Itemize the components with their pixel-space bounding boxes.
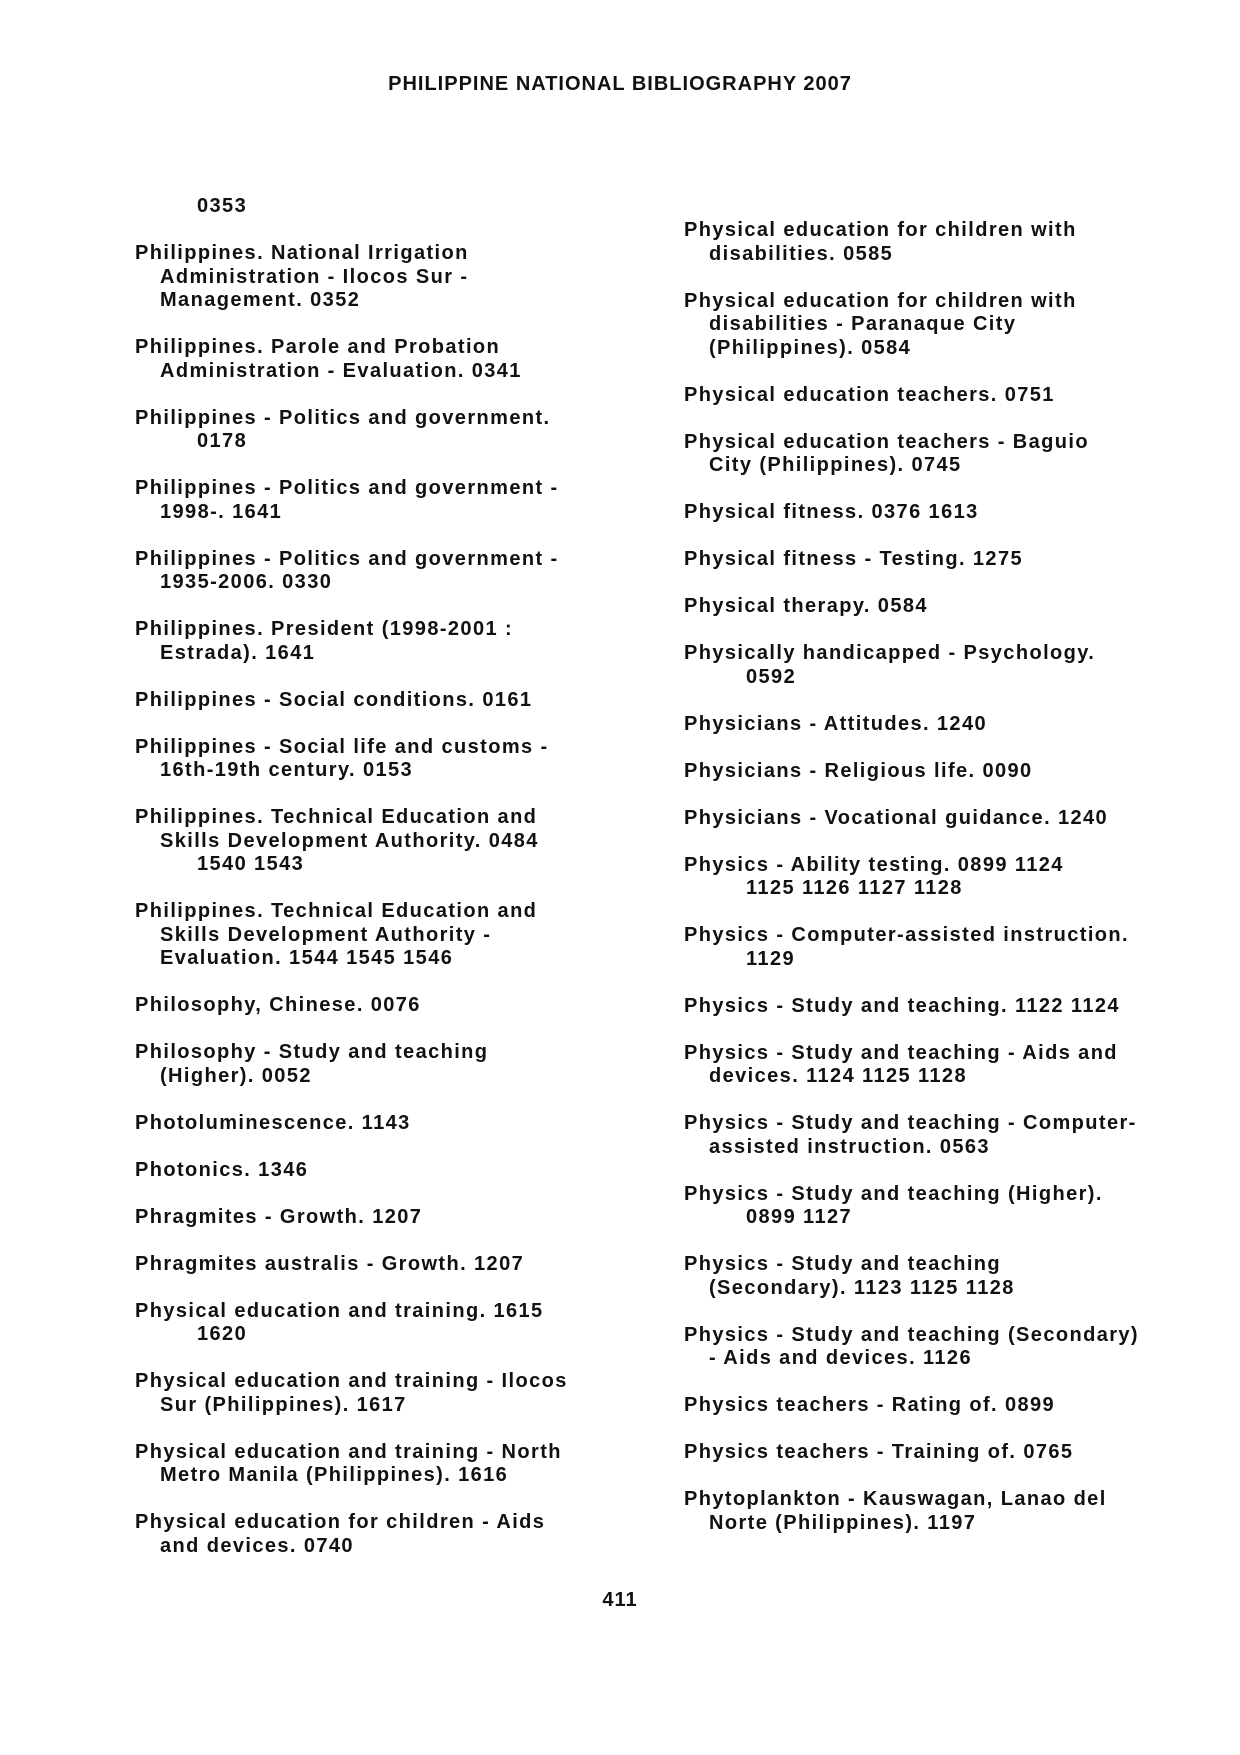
index-column-right [684, 219, 1204, 1559]
entry-heading-line: Physics teachers - Training of. 0765 [684, 1441, 1074, 1463]
entry-continuation-line: 1935-2006. 0330 [160, 571, 333, 593]
entry-continuation-line: Evaluation. 1544 1545 1546 [160, 947, 454, 969]
entry-continuation-line: 16th-19th century. 0153 [160, 759, 414, 781]
entry-heading-line: Physically handicapped - Psychology. [684, 642, 1096, 664]
entry-continuation-line: 1129 [746, 947, 795, 970]
entry-heading-line: Philosophy, Chinese. 0076 [135, 994, 421, 1016]
entry-continuation-line: 0178 [197, 430, 248, 452]
entry-continuation-line: Metro Manila (Philippines). 1616 [160, 1464, 509, 1486]
entry-heading-line: Physics - Study and teaching - Computer- [684, 1112, 1137, 1134]
entry-heading-line: Phragmites australis - Growth. 1207 [135, 1252, 525, 1275]
index-entry [684, 595, 1204, 619]
entry-continuation-line: (Philippines). 0584 [709, 336, 912, 359]
index-entry [684, 290, 1204, 361]
entry-heading-line: Philippines. National Irrigation [135, 242, 469, 264]
index-entry [684, 760, 1204, 784]
entry-heading-line: Physical education for children - Aids [135, 1511, 546, 1533]
entry-heading-line: Philippines - Social life and customs - [135, 735, 549, 758]
index-entry [135, 407, 635, 454]
index-entry [684, 1324, 1204, 1371]
index-entry [135, 1300, 635, 1347]
entry-continuation-line: Skills Development Authority. 0484 [160, 829, 539, 852]
index-entry [135, 1206, 635, 1230]
index-entry [135, 195, 635, 219]
entry-heading-line: Physical therapy. 0584 [684, 595, 928, 617]
index-entry [684, 713, 1204, 737]
entry-heading-line: Physics - Study and teaching. 1122 1124 [684, 994, 1120, 1017]
entry-heading-line: Philippines. Technical Education and [135, 900, 538, 922]
entry-heading-line: Philippines - Social conditions. 0161 [135, 688, 533, 711]
entry-heading-line: Physical education for children with [684, 219, 1077, 241]
entry-continuation-line: Norte (Philippines). 1197 [709, 1511, 977, 1534]
entry-heading-line: Philippines - Politics and government - [135, 547, 559, 570]
entry-heading-line: Philosophy - Study and teaching [135, 1041, 489, 1063]
entry-heading-line: Physical education teachers - Baguio [684, 430, 1089, 453]
index-entry [135, 1159, 635, 1183]
index-entry [135, 618, 635, 665]
index-entry [684, 1441, 1204, 1465]
index-entry [135, 1041, 635, 1088]
entry-continuation-line: Administration - Evaluation. 0341 [160, 359, 522, 382]
entry-continuation-line: and devices. 0740 [160, 1534, 354, 1557]
entry-heading-line: Physical fitness. 0376 1613 [684, 501, 979, 523]
entry-continuation-line: devices. 1124 1125 1128 [709, 1065, 967, 1087]
entry-continuation-line: disabilities. 0585 [709, 242, 894, 265]
entry-continuation-line: (Secondary). 1123 1125 1128 [709, 1276, 1015, 1299]
index-entry [684, 642, 1204, 689]
entry-heading-line: Phragmites - Growth. 1207 [135, 1205, 423, 1228]
index-column-left [135, 195, 635, 1582]
entry-heading-line: Physicians - Attitudes. 1240 [684, 712, 987, 735]
entry-continuation-line: Management. 0352 [160, 289, 361, 311]
index-entry [135, 1441, 635, 1488]
entry-heading-line: 0353 [197, 195, 248, 217]
index-entry [135, 1112, 635, 1136]
entry-heading-line: Physics - Study and teaching [684, 1253, 1002, 1275]
entry-continuation-line: - Aids and devices. 1126 [709, 1347, 972, 1369]
entry-heading-line: Physics - Ability testing. 0899 1124 [684, 853, 1064, 876]
index-entry [684, 924, 1204, 971]
index-entry [684, 1112, 1204, 1159]
entry-continuation-line: Estrada). 1641 [160, 641, 316, 664]
entry-heading-line: Physics teachers - Rating of. 0899 [684, 1394, 1056, 1416]
index-entry [684, 854, 1204, 901]
entry-heading-line: Physics - Study and teaching (Secondary) [684, 1323, 1139, 1346]
index-entry [135, 689, 635, 713]
index-entry [684, 219, 1204, 266]
entry-continuation-line: (Higher). 0052 [160, 1064, 312, 1087]
index-entry [684, 384, 1204, 408]
entry-heading-line: Physics - Study and teaching - Aids and [684, 1041, 1118, 1064]
entry-heading-line: Philippines. Technical Education and [135, 806, 538, 828]
entry-continuation-line: assisted instruction. 0563 [709, 1135, 990, 1158]
index-entry [135, 1511, 635, 1558]
entry-heading-line: Photoluminescence. 1143 [135, 1111, 411, 1134]
entry-continuation-line: 0592 [746, 665, 797, 688]
entry-heading-line: Phytoplankton - Kauswagan, Lanao del [684, 1488, 1107, 1510]
entry-continuation-line: City (Philippines). 0745 [709, 454, 962, 476]
index-entry [684, 431, 1204, 478]
entry-heading-line: Philippines - Politics and government. [135, 406, 551, 429]
index-entry [684, 807, 1204, 831]
entry-heading-line: Physical education and training. 1615 [135, 1299, 544, 1322]
entry-heading-line: Physical education teachers. 0751 [684, 383, 1055, 406]
entry-continuation-line: 1620 [197, 1323, 248, 1345]
index-entry [684, 1183, 1204, 1230]
index-entry [684, 995, 1204, 1019]
entry-heading-line: Physicians - Vocational guidance. 1240 [684, 806, 1109, 829]
index-entry [135, 477, 635, 524]
index-entry [684, 1042, 1204, 1089]
entry-continuation-line: Sur (Philippines). 1617 [160, 1393, 407, 1416]
index-entry [135, 1253, 635, 1277]
entry-continuation-line: disabilities - Paranaque City [709, 313, 1017, 335]
index-entry [684, 1488, 1204, 1535]
index-entry [135, 994, 635, 1018]
entry-continuation-line: Skills Development Authority - [160, 923, 492, 946]
entry-continuation-line: 1998-. 1641 [160, 500, 283, 523]
index-entry [684, 1253, 1204, 1300]
entry-heading-line: Physics - Computer-assisted instruction. [684, 924, 1129, 946]
entry-heading-line: Physicians - Religious life. 0090 [684, 759, 1033, 782]
entry-heading-line: Physical education and training - Ilocos [135, 1370, 568, 1392]
entry-heading-line: Physical fitness - Testing. 1275 [684, 548, 1023, 570]
entry-heading-line: Photonics. 1346 [135, 1158, 309, 1181]
index-entry [135, 736, 635, 783]
entry-continuation-line: 1125 1126 1127 1128 [746, 877, 963, 899]
entry-heading-line: Physical education and training - North [135, 1440, 562, 1463]
entry-continuation-line: Administration - Ilocos Sur - [160, 265, 469, 288]
entry-heading-line: Physics - Study and teaching (Higher). [684, 1182, 1103, 1205]
entry-heading-line: Philippines - Politics and government - [135, 477, 559, 499]
page-number: 411 [602, 1589, 638, 1611]
entry-heading-line: Philippines. President (1998-2001 : [135, 618, 514, 640]
index-entry [135, 548, 635, 595]
index-entry [684, 1394, 1204, 1418]
page-header: PHILIPPINE NATIONAL BIBLIOGRAPHY 2007 [388, 73, 852, 95]
index-entry [684, 548, 1204, 572]
index-entry [135, 242, 635, 313]
index-entry [135, 900, 635, 971]
entry-heading-line: Philippines. Parole and Probation [135, 336, 501, 358]
index-entry [135, 1370, 635, 1417]
index-entry [684, 501, 1204, 525]
index-entry [135, 806, 635, 877]
index-entry [135, 336, 635, 383]
entry-continuation-line: 0899 1127 [746, 1206, 853, 1228]
entry-continuation-line: 1540 1543 [197, 853, 305, 875]
entry-heading-line: Physical education for children with [684, 289, 1077, 312]
